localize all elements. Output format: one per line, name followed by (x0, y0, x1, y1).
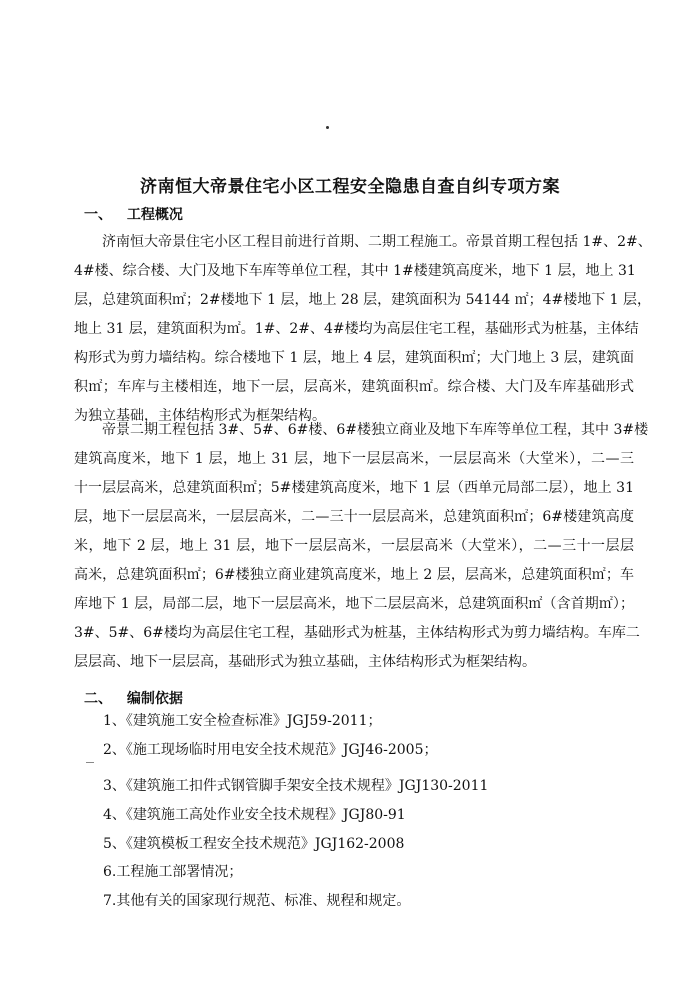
paragraph-line: 库地下 1 层，局部二层，地下一层层高米，地下二层层高米，总建筑面积㎡（含首期㎡）； (74, 596, 634, 612)
reference-item-7: 7.其他有关的国家现行规范、标准、规程和规定。 (103, 893, 411, 909)
reference-item-6: 6.工程施工部署情况； (103, 864, 243, 880)
paragraph-line: 济南恒大帝景住宅小区工程目前进行首期、二期工程施工。帝景首期工程包括 1#、2#、 (102, 234, 652, 250)
section-1-title: 工程概况 (126, 207, 183, 223)
paragraph-line: 高米，总建筑面积㎡；6#楼独立商业建筑高度米，地上 2 层，层高米，总建筑面积㎡；车 (74, 567, 634, 583)
reference-item-5: 5、《建筑模板工程安全技术规范》JGJ162-2008 (103, 836, 405, 852)
section-2-number: 二、 (84, 691, 112, 707)
paragraph-line: 4#楼、综合楼、大门及地下车库等单位工程，其中 1#楼建筑高度米，地下 1 层，地上 31 (74, 263, 636, 279)
paragraph-line: 为独立基础，主体结构形式为框架结构。 (74, 408, 326, 424)
reference-item-3: 3、《建筑施工扣件式钢管脚手架安全技术规程》JGJ130-2011 (103, 778, 489, 794)
paragraph-line: 层层高、地下一层层高，基础形式为独立基础，主体结构形式为框架结构。 (74, 654, 536, 670)
page-dot (326, 126, 329, 129)
paragraph-line: 帝景二期工程包括 3#、5#、6#楼、6#楼独立商业及地下车库等单位工程，其中 3#楼 (102, 422, 649, 438)
reference-item-2: 2、《施工现场临时用电安全技术规范》JGJ46-2005； (103, 742, 438, 758)
paragraph-line: 构形式为剪力墙结构。综合楼地下 1 层，地上 4 层，建筑面积㎡；大门地上 3 层，建筑面 (74, 350, 634, 366)
section-1-heading (84, 204, 183, 224)
paragraph-line: 层，地下一层层高米，一层层高米，二—三十一层层高米，总建筑面积㎡；6#楼建筑高度 (74, 509, 634, 525)
document-title: 济南恒大帝景住宅小区工程安全隐患自查自纠专项方案 (140, 177, 560, 197)
paragraph-line: 建筑高度米，地下 1 层，地上 31 层，地下一层层高米，一层层高米（大堂米），二—三 (74, 451, 634, 467)
reference-item-1: 1、《建筑施工安全检查标准》JGJ59-2011； (103, 713, 382, 729)
section-1-paragraph-1 (74, 228, 652, 431)
paragraph-line: 积㎡；车库与主楼相连，地下一层，层高米，建筑面积㎡。综合楼、大门及车库基础形式 (74, 379, 634, 395)
paragraph-line: 3#、5#、6#楼均为高层住宅工程，基础形式为桩基，主体结构形式为剪力墙结构。车库二 (74, 625, 640, 641)
paragraph-line: 层，总建筑面积㎡；2#楼地下 1 层，地上 28 层，建筑面积为 54144 ㎡；4#楼地下 1 层， (74, 292, 652, 308)
section-1-number: 一、 (84, 207, 112, 223)
paragraph-line: 地上 31 层，建筑面积为㎡。1#、2#、4#楼均为高层住宅工程，基础形式为桩基，主体结 (74, 321, 639, 337)
paragraph-line: 十一层层高米，总建筑面积㎡；5#楼建筑高度米，地下 1 层（西单元局部二层），地上 31 (74, 480, 634, 496)
section-1-paragraph-2 (74, 416, 649, 677)
section-2-heading (84, 688, 183, 708)
section-2-title: 编制依据 (126, 691, 183, 707)
paragraph-line: 米，地下 2 层，地上 31 层，地下一层层高米，一层层高米（大堂米），二—三十一层层 (74, 538, 634, 554)
reference-item-4: 4、《建筑施工高处作业安全技术规程》JGJ80-91 (103, 807, 406, 823)
stray-mark (86, 762, 94, 763)
